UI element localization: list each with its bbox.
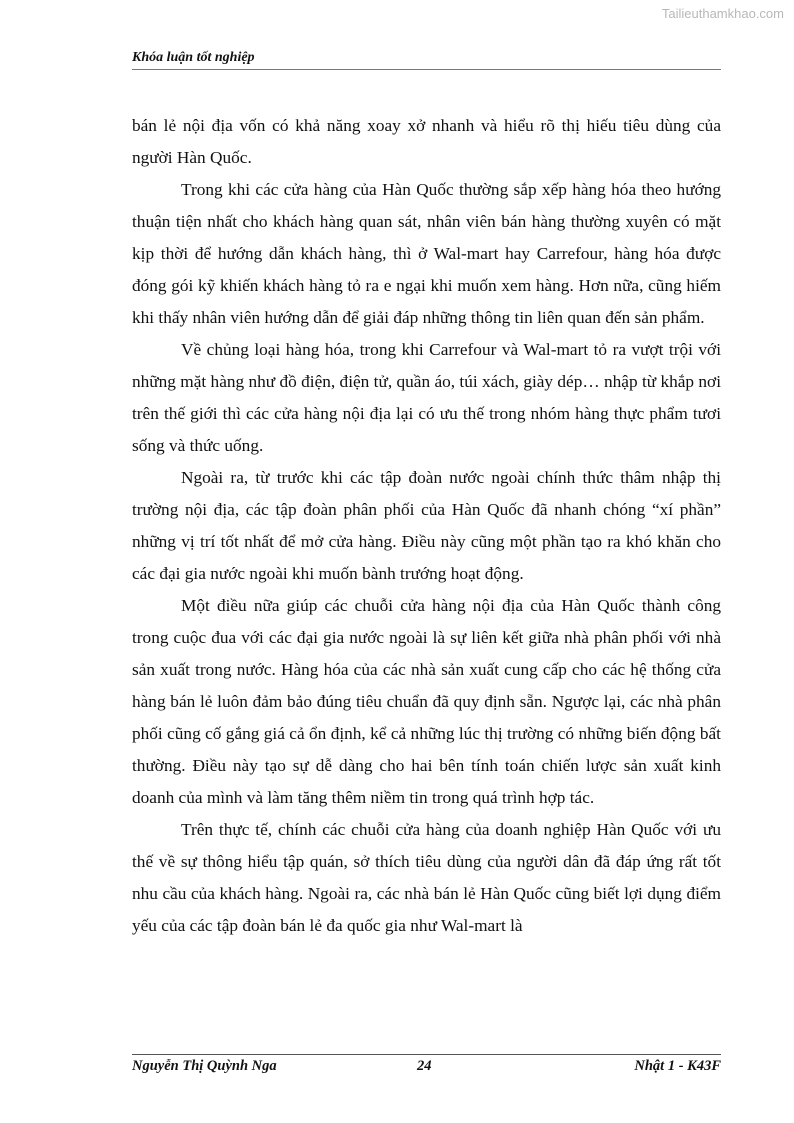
paragraph-4: Ngoài ra, từ trước khi các tập đoàn nước ngoài chính thức thâm nhập thị trường nội địa, các tập đoàn phân phối của Hàn Quốc đã nhanh chóng “xí phần” những vị trí tốt nhất để mở cửa hàng. Điều này cũng một phần tạo ra khó khăn cho các đại gia nước ngoài khi muốn bành trướng hoạt động.: [132, 468, 721, 583]
paragraph-1: bán lẻ nội địa vốn có khả năng xoay xở nhanh và hiểu rõ thị hiếu tiêu dùng của người Hàn Quốc.: [132, 116, 721, 167]
footer-class: Nhật 1 - K43F: [634, 1058, 721, 1074]
page-header: [132, 49, 721, 70]
paragraph-3: Về chủng loại hàng hóa, trong khi Carrefour và Wal-mart tỏ ra vượt trội với những mặt hàng như đồ điện, điện tử, quần áo, túi xách, giày dép… nhập từ khắp nơi trên thế giới thì các cửa hàng nội địa lại có ưu thế trong nhóm hàng thực phẩm tươi sống và thức uống.: [132, 340, 721, 455]
page-number: 24: [417, 1058, 432, 1074]
page-footer: [132, 1054, 721, 1081]
header-title: Khóa luận tốt nghiệp: [132, 50, 255, 65]
watermark-text: Tailieuthamkhao.com: [661, 6, 784, 21]
footer-author: Nguyễn Thị Quỳnh Nga: [132, 1058, 277, 1074]
document-body: [132, 110, 721, 942]
paragraph-6: Trên thực tế, chính các chuỗi cửa hàng của doanh nghiệp Hàn Quốc với ưu thế về sự thông hiểu tập quán, sở thích tiêu dùng của người dân đã đáp ứng rất tốt nhu cầu của khách hàng. Ngoài ra, các nhà bán lẻ Hàn Quốc cũng biết lợi dụng điểm yếu của các tập đoàn bán lẻ đa quốc gia như Wal-mart là: [132, 820, 721, 935]
paragraph-5: Một điều nữa giúp các chuỗi cửa hàng nội địa của Hàn Quốc thành công trong cuộc đua với các đại gia nước ngoài là sự liên kết giữa nhà phân phối với nhà sản xuất trong nước. Hàng hóa của các nhà sản xuất cung cấp cho các hệ thống cửa hàng bán lẻ luôn đảm bảo đúng tiêu chuẩn đã quy định sẵn. Ngược lại, các nhà phân phối cũng cố gắng giá cả ổn định, kể cả những lúc thị trường có những biến động bất thường. Điều này tạo sự dễ dàng cho hai bên tính toán chiến lược sản xuất kinh doanh của mình và làm tăng thêm niềm tin trong quá trình hợp tác.: [132, 596, 721, 807]
paragraph-2: Trong khi các cửa hàng của Hàn Quốc thường sắp xếp hàng hóa theo hướng thuận tiện nhất cho khách hàng quan sát, nhân viên bán hàng thường xuyên có mặt kịp thời để hướng dẫn khách hàng, thì ở Wal-mart hay Carrefour, hàng hóa được đóng gói kỹ khiến khách hàng tỏ ra e ngại khi muốn xem hàng. Hơn nữa, cũng hiếm khi thấy nhân viên hướng dẫn để giải đáp những thông tin liên quan đến sản phẩm.: [132, 180, 721, 327]
